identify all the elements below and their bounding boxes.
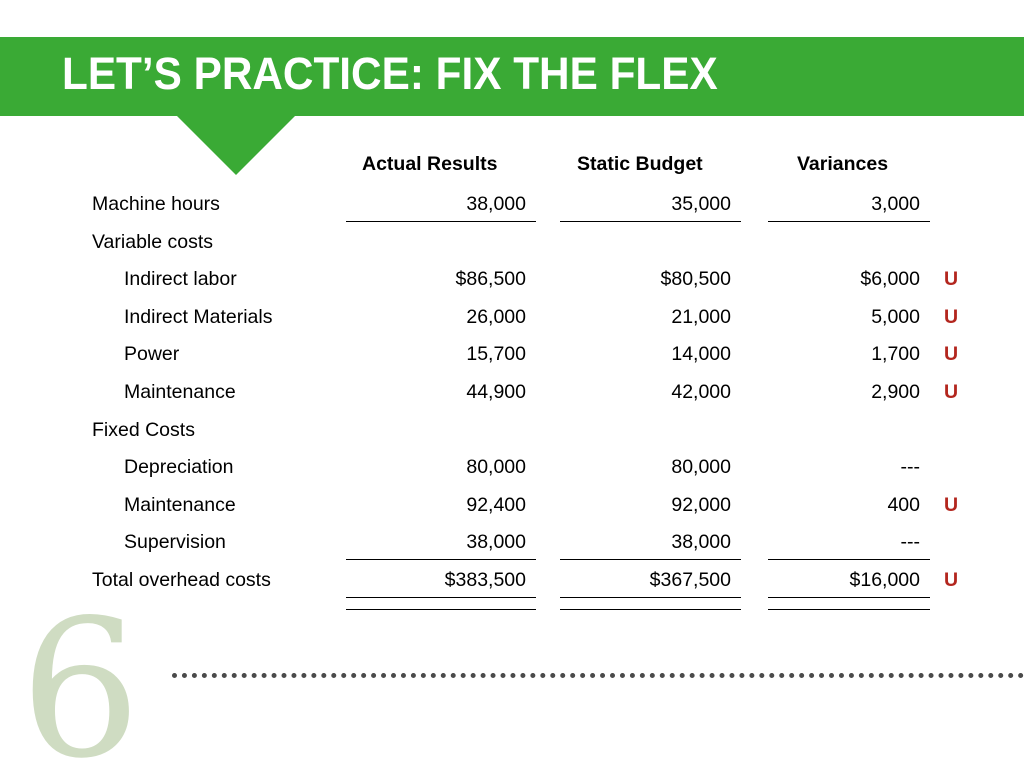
actual-value: 38,000 — [466, 193, 526, 215]
subtotal-line — [346, 559, 536, 560]
row-label: Maintenance — [124, 381, 236, 403]
actual-value: 92,400 — [466, 494, 526, 516]
table-row — [0, 267, 1024, 305]
variance-flag: U — [944, 569, 959, 591]
variance-flag: U — [944, 343, 959, 365]
actual-value: $383,500 — [444, 569, 526, 591]
variance-value: 5,000 — [871, 306, 920, 328]
table-row — [0, 230, 1024, 268]
variance-value: $16,000 — [849, 569, 920, 591]
actual-value: 26,000 — [466, 306, 526, 328]
row-label: Depreciation — [124, 456, 234, 478]
variance-flag: U — [944, 494, 959, 516]
subtotal-line — [560, 559, 741, 560]
row-label: Total overhead costs — [92, 569, 271, 591]
variance-value: $6,000 — [860, 268, 920, 290]
dotted-divider — [172, 673, 1024, 678]
variance-value: 3,000 — [871, 193, 920, 215]
chapter-number: 6 — [20, 579, 141, 768]
table-row — [0, 380, 1024, 418]
static-value: 21,000 — [671, 306, 731, 328]
static-value: 80,000 — [671, 456, 731, 478]
variance-flag: U — [944, 306, 959, 328]
slide-title: LET’S PRACTICE: FIX THE FLEX — [62, 48, 718, 99]
table-row — [0, 305, 1024, 343]
actual-value: 80,000 — [466, 456, 526, 478]
actual-value: 15,700 — [466, 343, 526, 365]
underline — [768, 221, 930, 222]
table-row — [0, 530, 1024, 568]
row-label: Machine hours — [92, 193, 220, 215]
total-double-line — [560, 597, 741, 598]
total-double-line — [346, 609, 536, 610]
row-label: Maintenance — [124, 494, 236, 516]
row-label: Supervision — [124, 531, 226, 553]
variance-value: 2,900 — [871, 381, 920, 403]
static-value: 35,000 — [671, 193, 731, 215]
static-value: 38,000 — [671, 531, 731, 553]
header-actual-results: Actual Results — [362, 153, 498, 175]
header-variances: Variances — [797, 153, 889, 175]
total-double-line — [768, 609, 930, 610]
table-row — [0, 418, 1024, 456]
header-static-budget: Static Budget — [577, 153, 703, 175]
total-double-line — [560, 609, 741, 610]
actual-value: 38,000 — [466, 531, 526, 553]
underline — [560, 221, 741, 222]
table-row — [0, 455, 1024, 493]
total-double-line — [346, 597, 536, 598]
static-value: 92,000 — [671, 494, 731, 516]
underline — [346, 221, 536, 222]
variance-value: --- — [900, 456, 920, 478]
table-row — [0, 568, 1024, 606]
variance-value: 400 — [887, 494, 920, 516]
static-value: 14,000 — [671, 343, 731, 365]
title-pointer — [176, 115, 296, 175]
static-value: $367,500 — [649, 569, 731, 591]
table-row — [0, 342, 1024, 380]
variance-flag: U — [944, 381, 959, 403]
row-label: Variable costs — [92, 231, 214, 253]
row-label: Indirect labor — [124, 268, 237, 290]
subtotal-line — [768, 559, 930, 560]
actual-value: $86,500 — [455, 268, 526, 290]
table-row — [0, 493, 1024, 531]
row-label: Power — [124, 343, 180, 365]
static-value: 42,000 — [671, 381, 731, 403]
total-double-line — [768, 597, 930, 598]
row-label: Indirect Materials — [124, 306, 273, 328]
variance-value: --- — [900, 531, 920, 553]
static-value: $80,500 — [660, 268, 731, 290]
variance-value: 1,700 — [871, 343, 920, 365]
row-label: Fixed Costs — [92, 419, 195, 441]
variance-flag: U — [944, 268, 959, 290]
actual-value: 44,900 — [466, 381, 526, 403]
table-row — [0, 192, 1024, 230]
